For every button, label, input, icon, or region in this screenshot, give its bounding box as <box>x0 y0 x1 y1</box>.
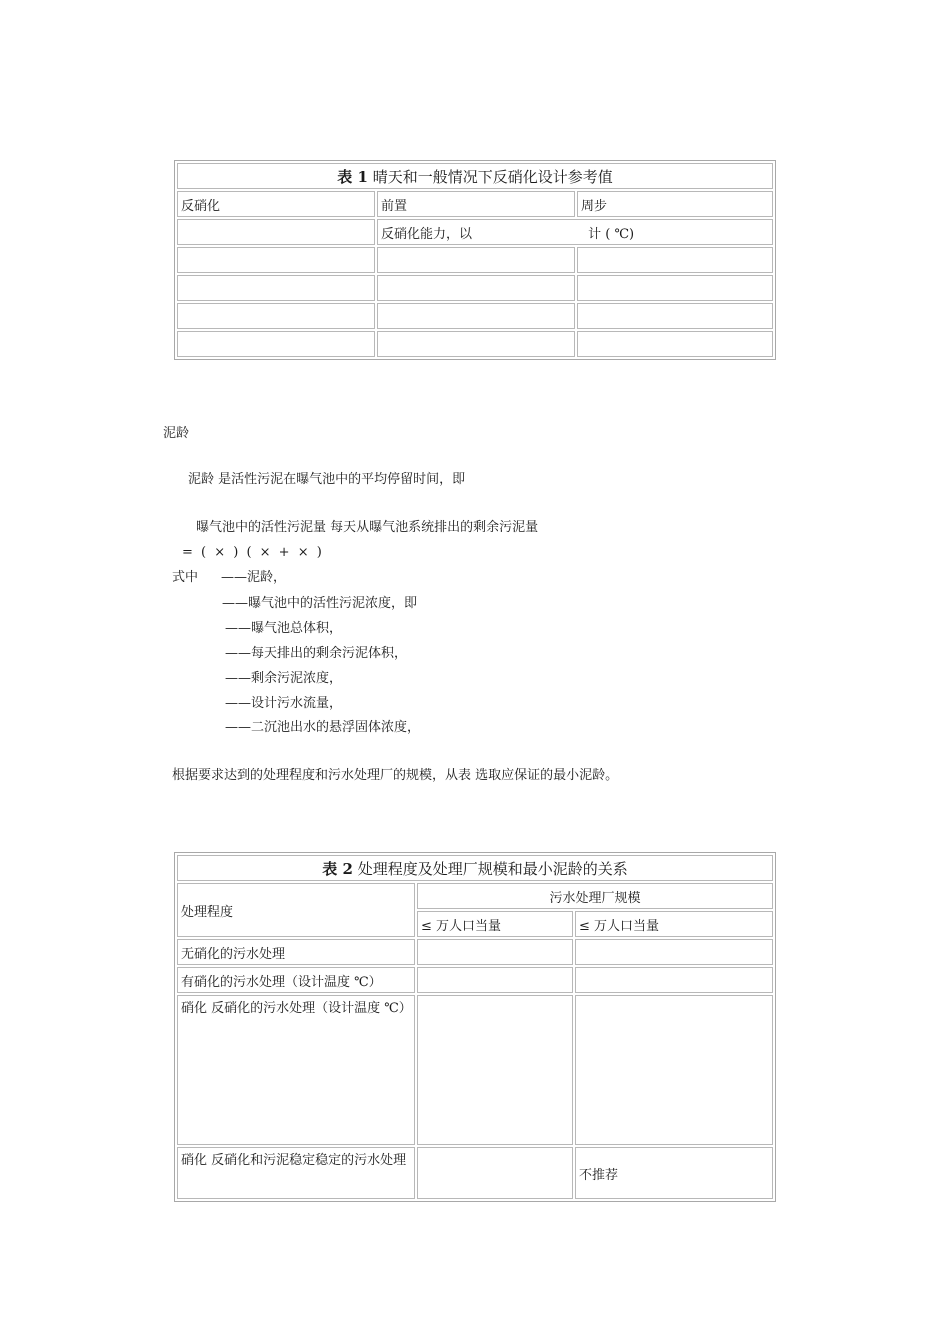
table-2-cell <box>417 1147 573 1199</box>
table-1-cell <box>177 303 375 329</box>
table-1 <box>174 160 776 360</box>
table-2-row-label: 硝化 反硝化和污泥稳定稳定的污水处理 <box>177 1147 415 1199</box>
definition-item: ——曝气池总体积， <box>225 621 343 636</box>
selection-text: 根据要求达到的处理程度和污水处理厂的规模，从表 选取应保证的最小泥龄。 <box>172 768 619 783</box>
ratio-text: 曝气池中的活性污泥量 每天从曝气池系统排出的剩余污泥量 <box>196 520 539 535</box>
table-1-capacity-text: 反硝化能力，以 <box>381 226 473 242</box>
table-2-cell <box>417 995 573 1145</box>
table-1-capacity-unit: 计 ( ℃) <box>588 226 635 242</box>
table-1-caption <box>177 163 773 189</box>
definition-item: ——设计污水流量， <box>225 696 343 711</box>
table-1-cell <box>377 303 575 329</box>
definition-text: 泥龄 是活性污泥在曝气池中的平均停留时间，即 <box>188 472 466 487</box>
table-1-caption-text: 晴天和一般情况下反硝化设计参考值 <box>367 167 613 186</box>
table-2-row-label: 硝化 反硝化的污水处理（设计温度 ℃） <box>177 995 415 1145</box>
table-1-header-sync: 周步 <box>577 191 773 217</box>
definition-item: ——曝气池中的活性污泥浓度，即 <box>222 596 418 611</box>
table-2-caption-number: 表 2 <box>322 859 353 878</box>
formula: = ( × ) ( × + × ) <box>182 545 324 560</box>
table-2-caption-text: 处理程度及处理厂规模和最小泥龄的关系 <box>352 859 628 878</box>
table-2-caption <box>177 855 773 881</box>
table-1-cell <box>177 219 375 245</box>
table-2-row-label: 无硝化的污水处理 <box>177 939 415 965</box>
table-1-cell <box>177 331 375 357</box>
table-2-cell: 不推荐 <box>575 1147 773 1199</box>
table-2-header-treatment-level: 处理程度 <box>177 883 415 937</box>
table-1-capacity-cell <box>377 219 773 245</box>
where-label: 式中 <box>172 570 199 585</box>
table-2-cell <box>575 995 773 1145</box>
table-1-cell <box>377 275 575 301</box>
table-1-cell <box>377 247 575 273</box>
table-2-subheader-small: ≤ 万人口当量 <box>417 911 573 937</box>
table-1-cell <box>577 275 773 301</box>
table-1-cell <box>177 247 375 273</box>
table-2-header-plant-scale: 污水处理厂规模 <box>417 883 773 909</box>
table-1-caption-number: 表 1 <box>337 167 368 186</box>
definition-item: ——泥龄， <box>221 570 287 585</box>
table-2-cell <box>575 939 773 965</box>
table-2-cell <box>417 967 573 993</box>
table-1-cell <box>177 275 375 301</box>
table-2-row-label: 有硝化的污水处理（设计温度 ℃） <box>177 967 415 993</box>
definition-item: ——每天排出的剩余污泥体积， <box>225 646 408 661</box>
table-1-cell <box>377 331 575 357</box>
table-1-cell <box>577 247 773 273</box>
section-title: 泥龄 <box>163 426 190 441</box>
definition-item: ——剩余污泥浓度， <box>225 671 343 686</box>
table-1-cell <box>577 331 773 357</box>
table-2 <box>174 852 776 1202</box>
table-2-subheader-large: ≤ 万人口当量 <box>575 911 773 937</box>
table-2-cell <box>417 939 573 965</box>
table-1-header-pre: 前置 <box>377 191 575 217</box>
table-2-cell <box>575 967 773 993</box>
table-1-cell <box>577 303 773 329</box>
table-1-header-denitrification: 反硝化 <box>177 191 375 217</box>
definition-item: ——二沉池出水的悬浮固体浓度， <box>225 720 421 735</box>
